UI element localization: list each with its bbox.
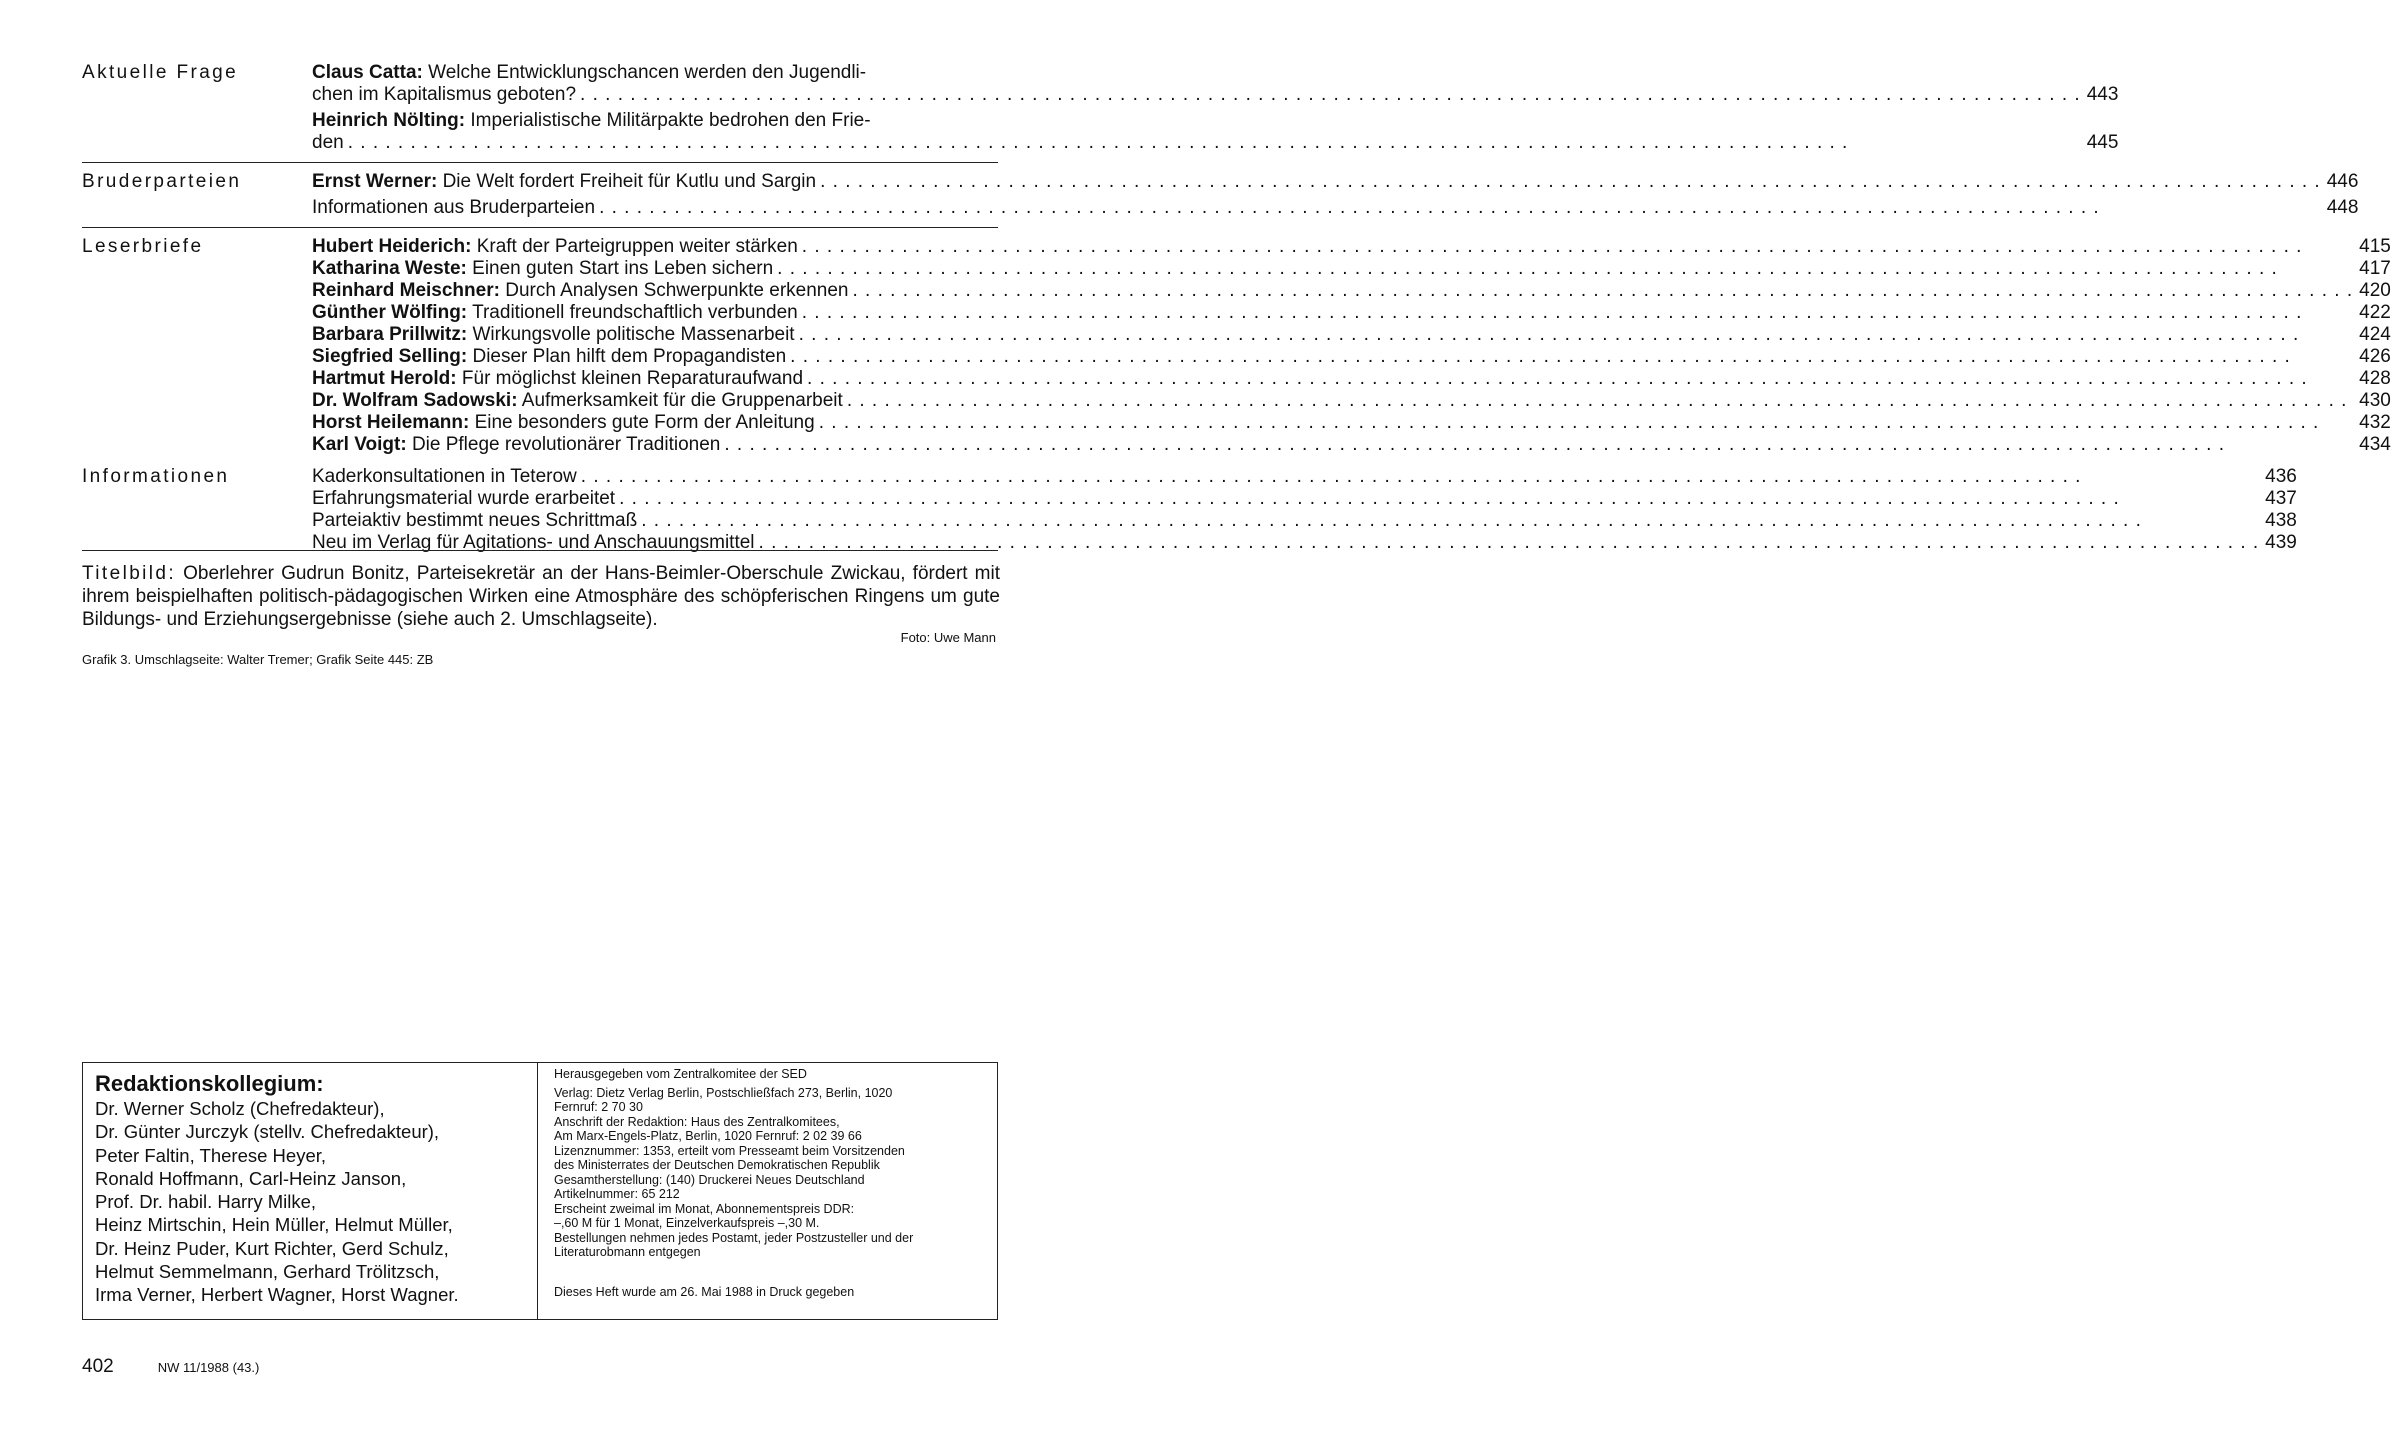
entry-title: Dieser Plan hilft dem Propagandisten (472, 346, 787, 367)
section-entries (312, 236, 2391, 456)
leader-dots (799, 324, 2354, 346)
entry-page: 417 (2359, 258, 2391, 279)
entry-title: Parteiaktiv bestimmt neues Schrittmaß (312, 510, 638, 531)
section-label: Informationen (82, 466, 230, 487)
toc-entry (312, 412, 2391, 434)
entry-title: Für möglichst kleinen Reparaturaufwand (461, 368, 804, 389)
imprint (538, 1063, 997, 1319)
toc-entry (312, 197, 2358, 219)
member-line: Irma Verner, Herbert Wagner, Horst Wagner. (95, 1284, 459, 1306)
cover-caption (82, 562, 1000, 631)
imprint-line: Anschrift der Redaktion: Haus des Zentralkomitees, (554, 1114, 840, 1129)
photo-credit: Foto: Uwe Mann (900, 630, 996, 645)
toc-section-bruderparteien (82, 162, 2359, 227)
toc-entry (312, 280, 2391, 302)
toc-entry (312, 346, 2391, 368)
member-line: Heinz Mirtschin, Hein Müller, Helmut Müller, (95, 1214, 453, 1236)
entry-author: Siegfried Selling: (312, 346, 468, 367)
leader-dots (777, 258, 2353, 280)
leader-dots (790, 346, 2353, 368)
imprint-line: Literaturobmann entgegen (554, 1245, 701, 1259)
editorial-title: Redaktionskollegium: (95, 1071, 324, 1096)
toc-entry (312, 466, 2297, 488)
leader-dots (819, 412, 2353, 434)
member-line: Dr. Werner Scholz (Chefredakteur), (95, 1098, 385, 1119)
toc-section-leserbriefe (82, 227, 2391, 464)
entry-author: Katharina Weste: (312, 258, 467, 279)
entry-title: Neu im Verlag für Agitations- und Anschauungsmittel (312, 532, 755, 553)
section-label: Leserbriefe (82, 236, 204, 257)
imprint-line: des Ministerrates der Deutschen Demokratischen Republik (554, 1158, 880, 1172)
member-line: Prof. Dr. habil. Harry Milke, (95, 1191, 317, 1213)
page-number: 402 (82, 1356, 114, 1377)
member-line: Peter Faltin, Therese Heyer, (95, 1144, 327, 1166)
imprint-line: Am Marx-Engels-Platz, Berlin, 1020 Fernruf: 2 02 39 66 (554, 1129, 862, 1143)
toc-entry (312, 62, 2118, 106)
imprint-line: Artikelnummer: 65 212 (554, 1187, 680, 1201)
section-label: Bruderparteien (82, 171, 242, 192)
entry-page: 420 (2359, 280, 2391, 301)
leader-dots (641, 510, 2259, 532)
leader-dots (580, 84, 2081, 106)
toc-entry (312, 488, 2297, 510)
entry-author: Reinhard Meischner: (312, 280, 500, 301)
toc-entry (312, 390, 2391, 412)
editorial-board (83, 1063, 538, 1319)
entry-page: 437 (2265, 488, 2297, 509)
toc-entry (312, 324, 2391, 346)
toc-entry (312, 110, 2118, 154)
leader-dots (724, 434, 2353, 456)
entry-page: 438 (2265, 510, 2297, 531)
leader-dots (820, 171, 2321, 193)
leader-dots (581, 466, 2259, 488)
entry-title: Die Pflege revolutionärer Traditionen (411, 434, 721, 455)
leader-dots (619, 488, 2259, 510)
imprint-line: Verlag: Dietz Verlag Berlin, Postschließfach 273, Berlin, 1020 (554, 1085, 893, 1100)
entry-page: 448 (2326, 197, 2359, 218)
imprint-line: Bestellungen nehmen jedes Postamt, jeder Postzusteller und der (554, 1230, 914, 1245)
entry-page: 422 (2359, 302, 2391, 323)
entry-title: Informationen aus Bruderparteien (312, 197, 596, 218)
entry-author: Hubert Heiderich: (312, 236, 472, 257)
toc-entry (312, 236, 2391, 258)
entry-title: Erfahrungsmaterial wurde erarbeitet (312, 488, 616, 509)
toc-entry (312, 510, 2297, 532)
entry-author: Dr. Wolfram Sadowski: (312, 390, 518, 411)
graphics-credit: Grafik 3. Umschlagseite: Walter Tremer; Grafik Seite 445: ZB (82, 652, 434, 667)
leader-dots (802, 236, 2353, 258)
caption-text: Oberlehrer Gudrun Bonitz, Parteisekretär an der Hans-Beimler-Oberschule Zwickau, fördert mit ihrem beispielhaften politisch-pädagogischen Wirken eine Atmosphäre des schöpferischen Ringens um gute Bildungs- und Erziehungsergebnisse (siehe auch 2. Umschlagseite). (82, 563, 1001, 630)
entry-title: Durch Analysen Schwerpunkte erkennen (505, 280, 849, 301)
section-entries (312, 171, 2358, 219)
leader-dots (852, 280, 2353, 302)
issue-label: NW 11/1988 (43.) (157, 1360, 260, 1375)
entry-page: 434 (2359, 434, 2391, 455)
entry-page: 426 (2359, 346, 2391, 367)
entry-author: Günther Wölfing: (312, 302, 468, 323)
entry-page: 415 (2359, 236, 2391, 257)
entry-title: Einen guten Start ins Leben sichern (472, 258, 774, 279)
entry-title: Aufmerksamkeit für die Gruppenarbeit (521, 390, 843, 411)
entry-page: 443 (2086, 84, 2119, 105)
entry-title: Die Welt fordert Freiheit für Kutlu und Sargin (442, 171, 817, 192)
divider-rule (82, 550, 998, 551)
page-footer (82, 1356, 259, 1378)
section-entries (312, 62, 2118, 154)
member-line: Helmut Semmelmann, Gerhard Trölitzsch, (95, 1261, 440, 1283)
leader-dots (348, 132, 2081, 154)
entry-title: Eine besonders gute Form der Anleitung (474, 412, 815, 433)
entry-title: Traditionell freundschaftlich verbunden (472, 302, 798, 323)
entry-page: 439 (2265, 532, 2297, 553)
entry-author: Horst Heilemann: (312, 412, 470, 433)
caption-lead: Titelbild: (82, 563, 177, 584)
toc-entry (312, 434, 2391, 456)
leader-dots (599, 197, 2321, 219)
toc-entry (312, 258, 2391, 280)
entry-page: 428 (2359, 368, 2391, 389)
entry-author: Ernst Werner: (312, 171, 438, 192)
leader-dots (847, 390, 2353, 412)
table-of-contents (82, 62, 2391, 562)
editorial-box (82, 1062, 998, 1320)
toc-entry (312, 302, 2391, 324)
imprint-line: Lizenznummer: 1353, erteilt vom Presseamt beim Vorsitzenden (554, 1143, 905, 1158)
toc-entry (312, 171, 2358, 193)
entry-page: 430 (2359, 390, 2391, 411)
leader-dots (807, 368, 2353, 390)
toc-section-informationen (82, 464, 2297, 562)
entry-page: 445 (2086, 132, 2119, 153)
member-line: Dr. Günter Jurczyk (stellv. Chefredakteur), (95, 1121, 440, 1143)
entry-title: chen im Kapitalismus geboten? (312, 84, 577, 105)
entry-author: Karl Voigt: (312, 434, 407, 455)
member-line: Ronald Hoffmann, Carl-Heinz Janson, (95, 1167, 407, 1189)
entry-author: Claus Catta: (312, 62, 423, 83)
imprint-line: Herausgegeben vom Zentralkomitee der SED (554, 1067, 807, 1081)
entry-title-line1: Welche Entwicklungschancen werden den Jugendli- (428, 62, 867, 83)
entry-page: 432 (2359, 412, 2391, 433)
section-entries (312, 466, 2297, 554)
entry-title: Wirkungsvolle politische Massenarbeit (472, 324, 795, 345)
imprint-line: Gesamtherstellung: (140) Druckerei Neues Deutschland (554, 1172, 865, 1187)
toc-section-aktuelle-frage (82, 62, 2119, 162)
entry-page: 436 (2265, 466, 2297, 487)
entry-page: 446 (2326, 171, 2359, 192)
entry-page: 424 (2359, 324, 2391, 345)
imprint-line: –,60 M für 1 Monat, Einzelverkaufspreis –,30 M. (554, 1216, 820, 1230)
leader-dots (802, 302, 2353, 324)
entry-author: Heinrich Nölting: (312, 110, 466, 131)
member-line: Dr. Heinz Puder, Kurt Richter, Gerd Schulz, (95, 1237, 449, 1259)
entry-title: Kaderkonsultationen in Teterow (312, 466, 577, 487)
entry-author: Hartmut Herold: (312, 368, 457, 389)
toc-entry (312, 368, 2391, 390)
entry-title: den (312, 132, 344, 153)
imprint-line: Fernruf: 2 70 30 (554, 1100, 643, 1114)
print-date-note: Dieses Heft wurde am 26. Mai 1988 in Druck gegeben (554, 1285, 855, 1299)
section-label: Aktuelle Frage (82, 62, 239, 83)
imprint-line: Erscheint zweimal im Monat, Abonnementspreis DDR: (554, 1201, 855, 1216)
entry-title-line1: Imperialistische Militärpakte bedrohen den Frie- (470, 110, 871, 131)
entry-author: Barbara Prillwitz: (312, 324, 468, 345)
entry-title: Kraft der Parteigruppen weiter stärken (476, 236, 798, 257)
